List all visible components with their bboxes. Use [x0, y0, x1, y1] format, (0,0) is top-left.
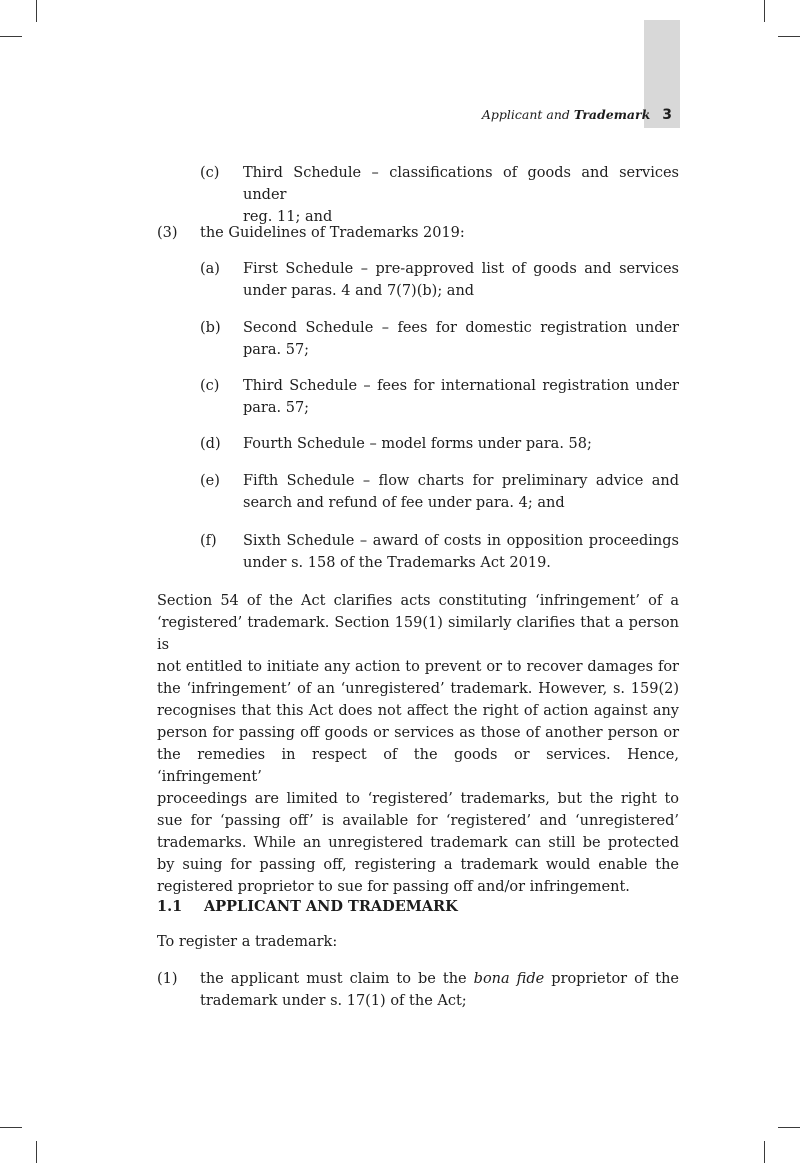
- running-title: Applicant and Trademark: [481, 107, 651, 122]
- list-label: (f): [200, 533, 217, 549]
- list-item-text: Sixth Schedule – award of costs in opposition proceedings under s. 158 of the Trademarks Act 2019.: [243, 533, 679, 571]
- running-header: [440, 104, 672, 126]
- list-item-title: the Guidelines of Trademarks 2019:: [200, 225, 465, 241]
- list-label: (a): [200, 261, 220, 277]
- list-label: (b): [200, 320, 221, 336]
- list-item-text: First Schedule – pre-approved list of goods and services under paras. 4 and 7(7)(b); and: [243, 261, 679, 299]
- list-item-text: the applicant must claim to be the bona fide proprietor of the trademark under s. 17(1) of the Act;: [200, 971, 679, 1009]
- list-label: (c): [200, 378, 220, 394]
- crop-mark: [778, 36, 800, 37]
- crop-mark: [36, 1141, 37, 1163]
- crop-mark: [764, 1141, 765, 1163]
- list-item-text: Fifth Schedule – flow charts for preliminary advice and search and refund of fee under para. 4; and: [243, 473, 679, 511]
- list-item-text: Fourth Schedule – model forms under para. 58;: [243, 436, 592, 452]
- list-label: (d): [200, 436, 221, 452]
- crop-mark: [764, 0, 765, 22]
- list-item-text: Third Schedule – classifications of goods and services under reg. 11; and: [243, 165, 679, 225]
- crop-mark: [0, 36, 22, 37]
- crop-mark: [36, 0, 37, 22]
- list-item-text: Third Schedule – fees for international registration under para. 57;: [243, 378, 679, 416]
- crop-mark: [778, 1127, 800, 1128]
- list-label: (c): [200, 165, 220, 181]
- list-label: (3): [157, 225, 178, 241]
- section-intro: To register a trademark:: [157, 934, 338, 950]
- crop-mark: [0, 1127, 22, 1128]
- body-paragraph: Section 54 of the Act clarifies acts constituting ‘infringement’ of a ‘registered’ trademark. Section 159(1) similarly clarifies that a person is not entitled to initiate any action to prevent or to recover damages for the ‘infringement’ of an ‘unregistered’ trademark. However, s. 159(2) recognises that this Act does not affect the right of action against any person for passing off goods or services as those of another person or the remedies in respect of the goods or services. Hence, ‘infringement’ proceedings are limited to ‘registered’ trademarks, but the right to sue for ‘passing off’ is available for ‘registered’ and ‘unregistered’ trademarks. While an unregistered trademark can still be protected by suing for passing off, registering a trademark would enable the registered proprietor to sue for passing off and/or infringement.: [157, 593, 679, 895]
- list-item-text: Second Schedule – fees for domestic registration under para. 57;: [243, 320, 679, 358]
- section-title: APPLICANT AND TRADEMARK: [204, 898, 458, 915]
- list-label: (1): [157, 971, 178, 987]
- section-number: 1.1: [157, 898, 183, 915]
- list-label: (e): [200, 473, 220, 489]
- page-number: 3: [662, 107, 672, 123]
